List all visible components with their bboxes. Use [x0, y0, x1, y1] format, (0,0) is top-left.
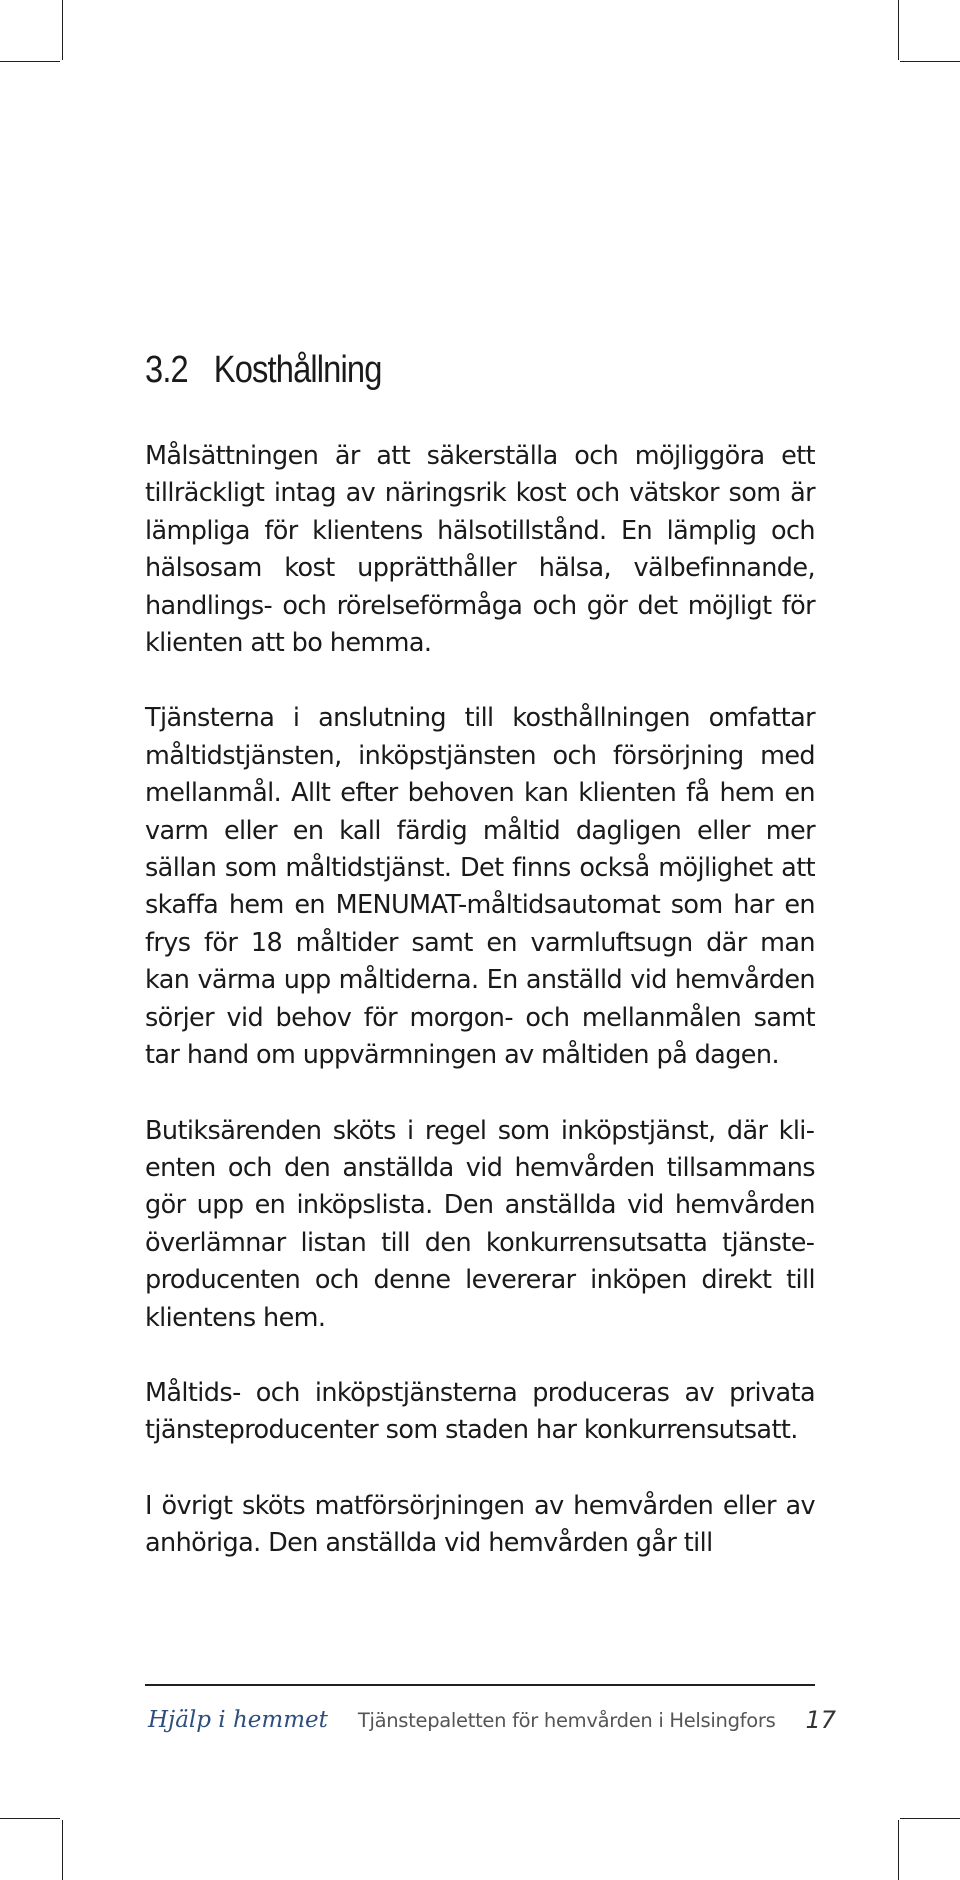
paragraph-goal: Målsättningen är att säkerställa och möjliggöra ett tillräckligt intag av näringsrik kost och vätskor som är lämpliga för klientens hälsotillstånd. En lämplig och hälsosam kost upprätthåller hälsa, välbefinnande, handlings- och rörelseförmåga och gör det möjligt för klienten att bo hemma. — [145, 441, 815, 659]
paragraph-services: Tjänsterna i anslutning till kosthållningen omfattar måltidstjänsten, inköpstjänsten och försörjning med mellanmål. Allt efter behoven kan klienten få hem en varm eller en kall färdig måltid dagligen eller mer sällan som måltidstjänst. Det finns också möjlighet att skaffa hem en MENUMAT-måltidsautomat som har en frys för 18 måltider samt en varmluftsugn där man kan värma upp måltiderna. En anställd vid hemvården sörjer vid behov för morgon- och mellanmålen samt tar hand om uppvärmningen av måltiden på dagen. — [145, 703, 815, 1071]
footer-rule — [145, 1684, 815, 1686]
crop-mark-bottom-right-vertical — [898, 1820, 899, 1880]
crop-mark-top-right-vertical — [898, 0, 899, 60]
paragraph-producers: Måltids- och inköpstjänsterna produceras av privata tjänsteproducenter som staden har konkurrensutsatt. — [145, 1377, 815, 1446]
crop-mark-bottom-right-horizontal — [900, 1818, 960, 1819]
crop-mark-top-left-vertical — [62, 0, 63, 60]
crop-mark-bottom-left-horizontal — [0, 1818, 60, 1819]
crop-mark-top-right-horizontal — [900, 61, 960, 62]
footer-brand: Hjälp i hemmet — [148, 1707, 328, 1733]
footer-publication-title: Tjänstepaletten för hemvården i Helsingfors — [357, 1708, 776, 1732]
section-heading — [145, 349, 382, 392]
crop-mark-top-left-horizontal — [0, 61, 60, 62]
page-number: 17 — [805, 1706, 836, 1734]
section-number: 3.2 — [145, 349, 188, 391]
paragraph-other: I övrigt sköts matförsörjningen av hemvården eller av anhöriga. Den anställda vid hemvården går till — [145, 1490, 815, 1559]
section-title: Kosthållning — [213, 349, 382, 391]
page-footer — [148, 1700, 836, 1740]
paragraph-shopping: Butiksärenden sköts i regel som inköpstjänst, där klienten och den anställda vid hemvården tillsammans gör upp en inköpslista. Den anställda vid hemvården överlämnar listan till den konkurrensutsatta tjänsteproducenten och denne levererar inköpen direkt till klientens hem. — [145, 1115, 815, 1333]
body-text — [145, 438, 815, 1601]
crop-mark-bottom-left-vertical — [62, 1820, 63, 1880]
